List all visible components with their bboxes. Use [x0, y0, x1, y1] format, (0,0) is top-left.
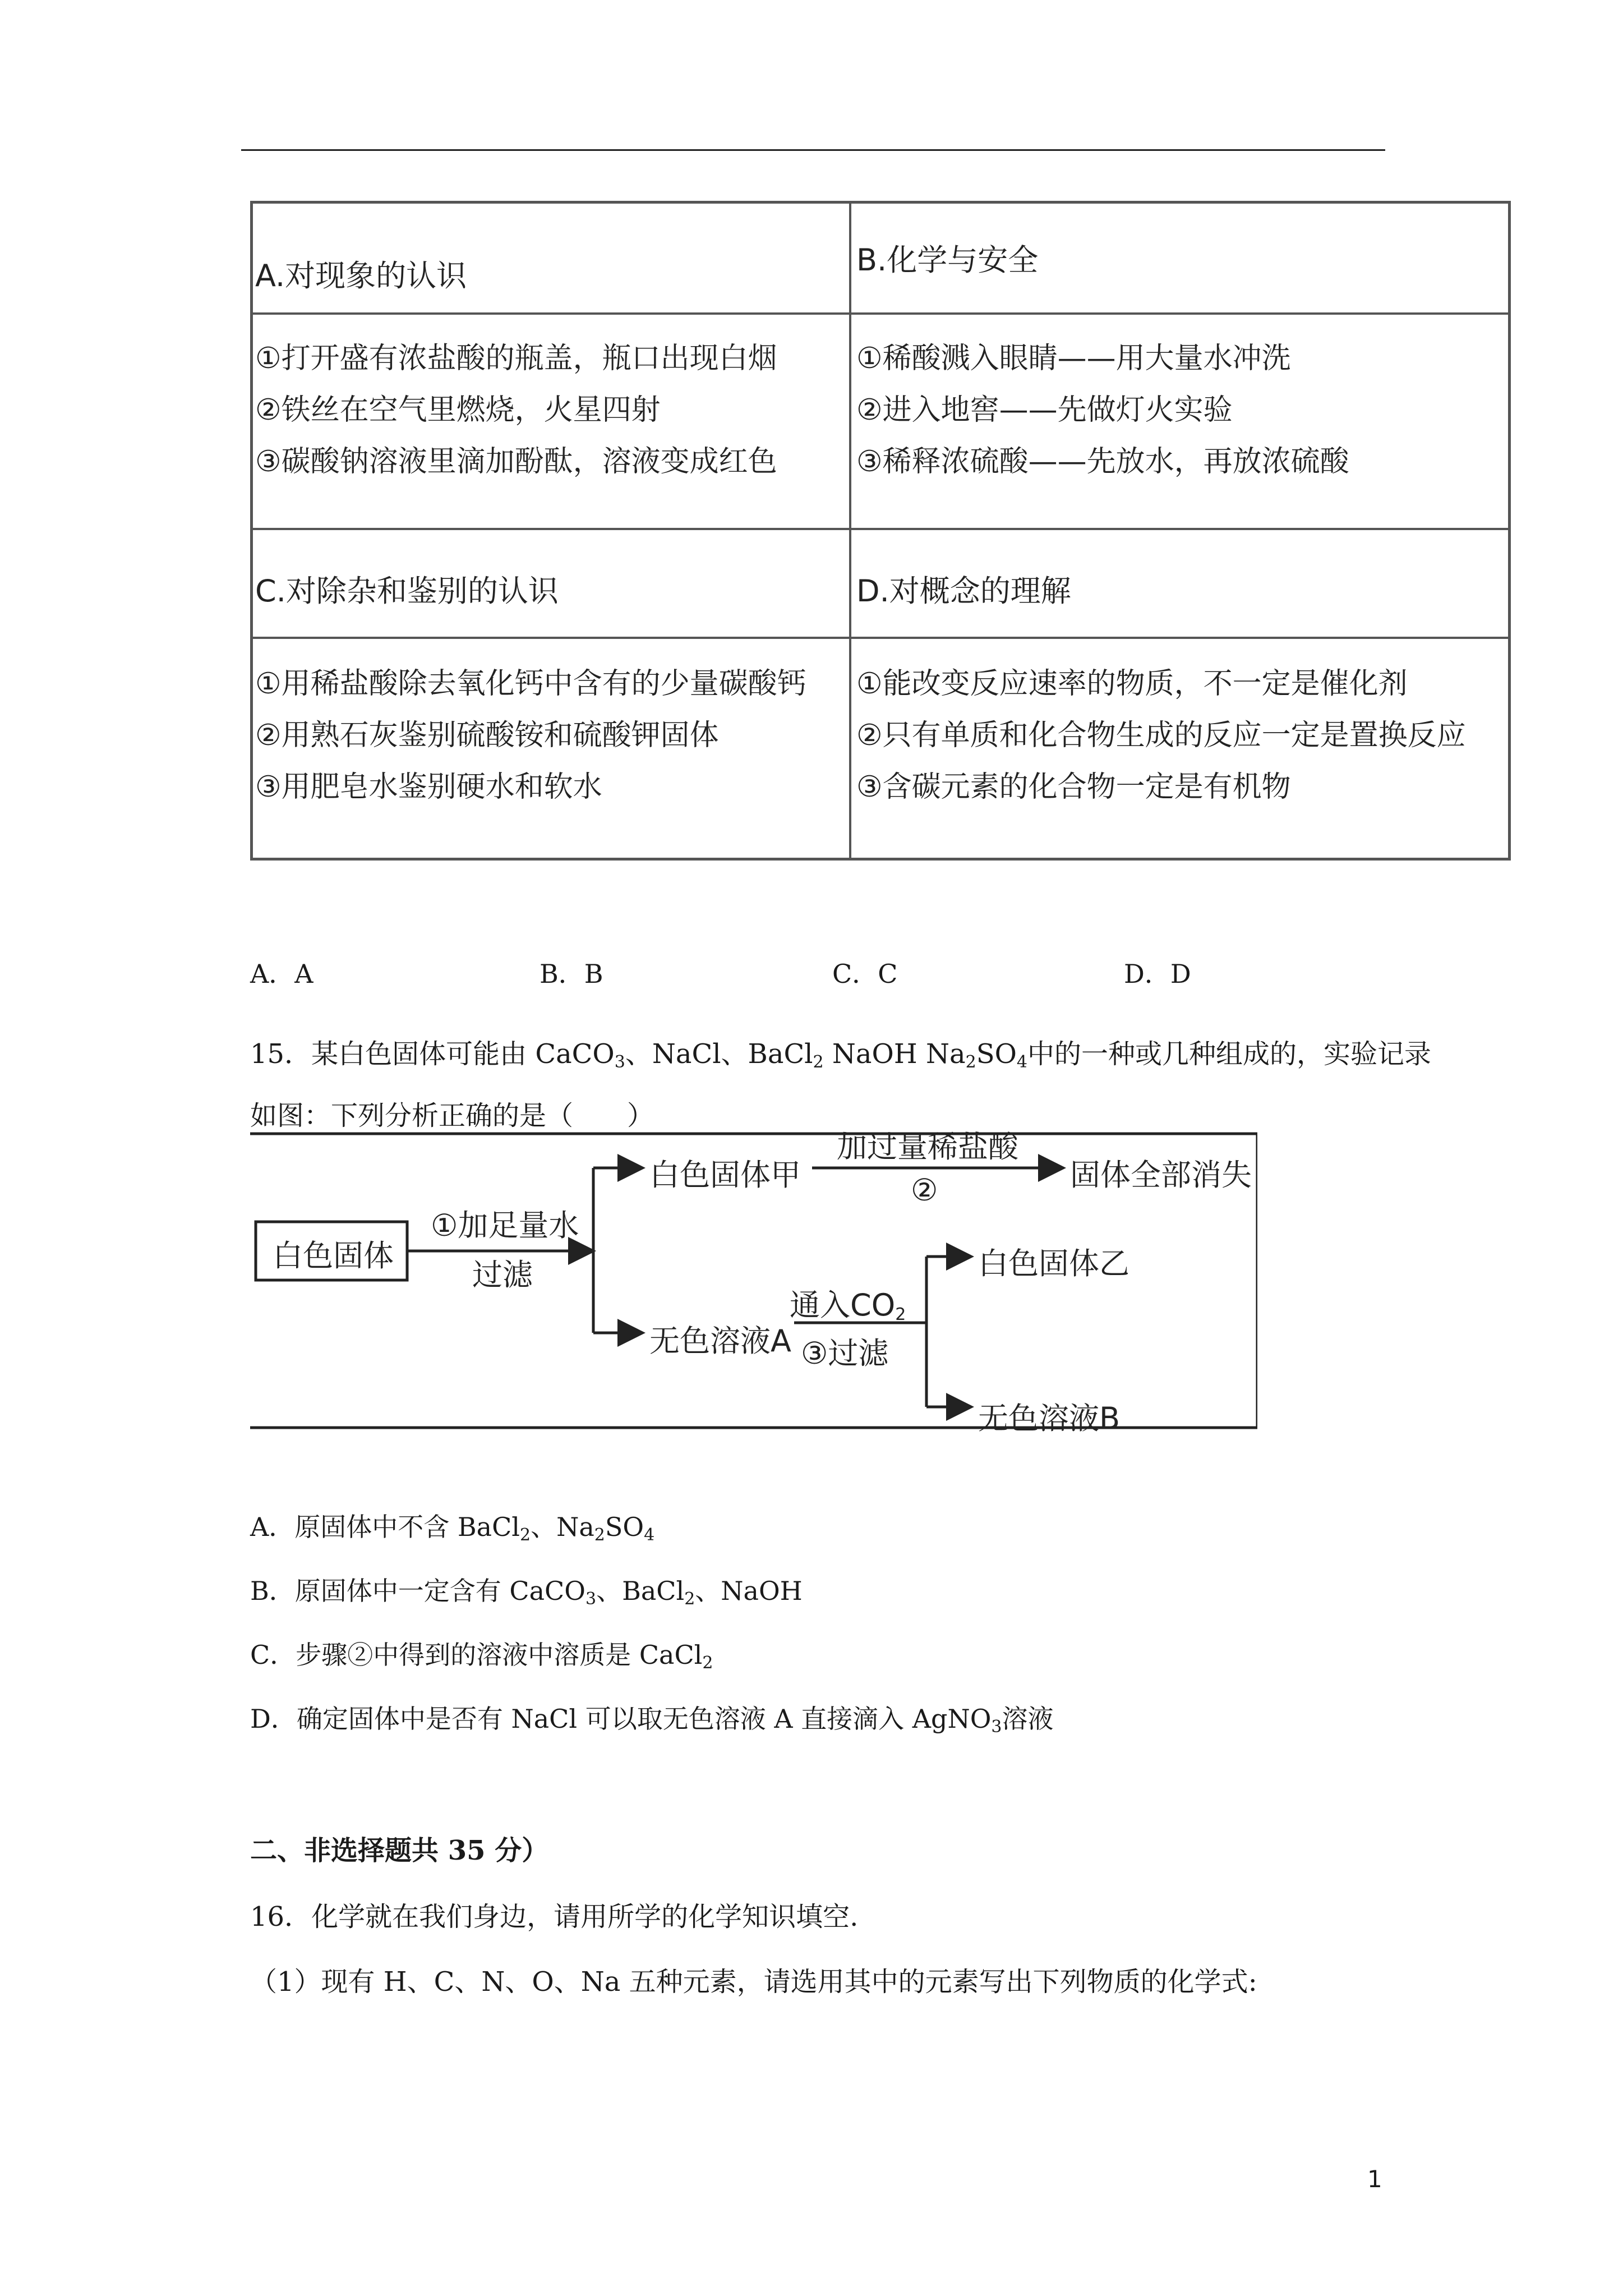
flow-step1-sub-label: 过滤	[472, 1257, 533, 1292]
flow-solution-a: 无色溶液A	[649, 1323, 791, 1359]
table-divider	[253, 528, 1508, 530]
flow-step2-label: 加过量稀盐酸	[837, 1129, 1018, 1165]
table-header-a: A.对现象的认识	[255, 258, 467, 293]
table-cell-line: ③含碳元素的化合物一定是有机物	[856, 770, 1291, 804]
table-header-d: D.对概念的理解	[856, 573, 1071, 609]
flow-diagram	[250, 1129, 1257, 1436]
table-cell-line: ③用肥皂水鉴别硬水和软水	[255, 770, 602, 804]
flow-result-a: 固体全部消失	[1070, 1157, 1252, 1193]
flow-step3-sub-label: ③过滤	[801, 1336, 889, 1371]
table-cell-line: ②只有单质和化合物生成的反应一定是置换反应	[856, 719, 1466, 752]
q15-option-b: B．原固体中一定含有 CaCO$_3$、BaCl$_2$、NaOH	[250, 1576, 803, 1609]
q15-stem-line1: 15．某白色固体可能由 CaCO$_3$、NaCl、BaCl$_2$ NaOH $Na_2SO_4$中的一种或几种组成的，实验记录	[250, 1038, 1432, 1072]
q16-stem: 16．化学就在我们身边，请用所学的化学知识填空.	[250, 1901, 859, 1932]
flow-step2-number: ②	[911, 1172, 938, 1208]
table-cell-line: ②铁丝在空气里燃烧，火星四射	[255, 393, 661, 427]
table-cell-d	[856, 658, 1466, 813]
flow-step3-label: 通入$CO_2$	[790, 1287, 906, 1324]
section-title: 二、非选择题共 35 分）	[250, 1835, 549, 1866]
table-cell-c	[255, 658, 806, 813]
table-divider-vertical	[849, 204, 851, 858]
q15-option-a: A．原固体中不含 BaCl$_2$、$Na_2SO_4$	[250, 1512, 655, 1545]
flow-solid-a: 白色固体甲	[649, 1157, 801, 1193]
q14-option-a: A．A	[250, 959, 313, 989]
table-cell-line: ①能改变反应速率的物质，不一定是催化剂	[856, 667, 1408, 701]
table-divider	[253, 637, 1508, 639]
flow-solution-b: 无色溶液B	[978, 1401, 1121, 1436]
header-rule	[241, 149, 1385, 151]
table-cell-a	[255, 333, 777, 487]
table-cell-line: ①打开盛有浓盐酸的瓶盖，瓶口出现白烟	[255, 342, 777, 375]
table-cell-line: ③稀释浓硫酸——先放水，再放浓硫酸	[856, 445, 1349, 478]
q14-option-c: C．C	[832, 959, 898, 989]
q14-option-d: D．D	[1124, 959, 1191, 989]
q15-option-c: C．步骤②中得到的溶液中溶质是 CaCl$_2$	[250, 1640, 713, 1673]
flow-solid-b: 白色固体乙	[978, 1246, 1129, 1281]
table-cell-line: ③碳酸钠溶液里滴加酚酞，溶液变成红色	[255, 445, 777, 478]
q15-stem-line2: 如图：下列分析正确的是（ ）	[250, 1100, 654, 1131]
table-cell-line: ①稀酸溅入眼睛——用大量水冲洗	[856, 342, 1291, 375]
table-cell-line: ②用熟石灰鉴别硫酸铵和硫酸钾固体	[255, 719, 719, 752]
page-number: 1	[1367, 2165, 1382, 2193]
table-cell-line: ②进入地窖——先做灯火实验	[856, 393, 1233, 427]
table-header-b: B.化学与安全	[856, 242, 1039, 278]
flow-start-label: 白色固体	[273, 1238, 394, 1273]
knowledge-table	[250, 201, 1511, 861]
q15-option-d: D．确定固体中是否有 NaCl 可以取无色溶液 A 直接滴入 AgNO$_3$溶液	[250, 1704, 1054, 1737]
table-cell-line: ①用稀盐酸除去氧化钙中含有的少量碳酸钙	[255, 667, 806, 701]
table-cell-b	[856, 333, 1349, 487]
flow-step1-label: ①加足量水	[431, 1208, 579, 1243]
table-header-c: C.对除杂和鉴别的认识	[255, 573, 559, 609]
q14-option-b: B．B	[540, 959, 603, 989]
table-divider	[253, 312, 1508, 315]
q16-part1: （1）现有 H、C、N、O、Na 五种元素，请选用其中的元素写出下列物质的化学式:	[250, 1966, 1257, 1998]
